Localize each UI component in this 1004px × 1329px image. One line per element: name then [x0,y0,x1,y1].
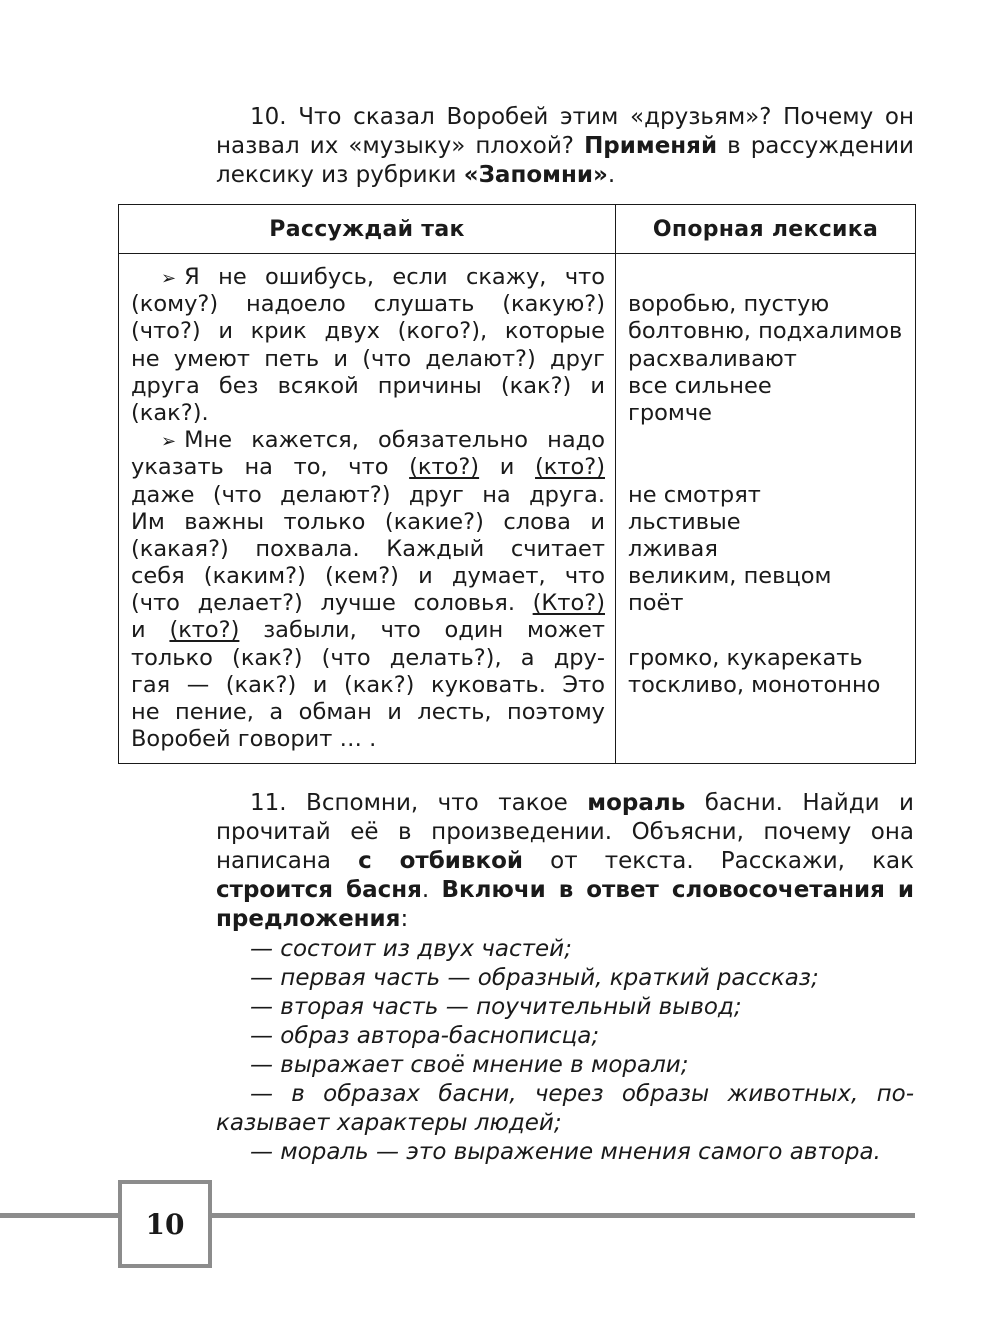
reason-line [131,590,605,617]
underlined-question: (кто?) [169,617,240,644]
task-11-part: : [400,906,409,932]
reason-line: (что?) и крик двух (кого?), которые [131,318,605,345]
lexicon-line: громко, кукарекать [628,644,863,671]
task-11-part: . [421,877,442,903]
lexicon-line: болтовню, подхалимов [628,318,903,345]
reason-line: Им важны только (какие?) слова и [131,508,605,535]
task-11-part: басни. Найди и прочитай её в произведении. Объясни, почему она написана [216,790,915,874]
table-header-lexicon: Опорная лексика [616,205,916,254]
lexicon-line [628,454,909,481]
lexicon-line: громче [628,399,712,426]
task-11-part: 11. Вспомни, что такое [250,790,588,816]
lexicon-line [628,427,909,454]
reason-line: Воробей говорит … . [131,726,377,753]
reason-line: не пение, а обман и лесть, поэтому [131,699,605,725]
lexicon-line: расхваливают [628,345,797,372]
reason-line: только (как?) (что делать?), а дру- [131,644,605,671]
lexicon-line: лживая [628,535,718,562]
lexicon-line [628,617,909,644]
list-item: — мораль — это выражение мнения самого автора. [250,1139,881,1165]
reason-text: Мне кажется, обязательно надо [184,427,605,454]
phrases-list [216,935,914,1167]
reason-line [131,454,605,481]
underlined-question: (Кто?) [532,590,605,617]
reason-text: Я не ошибусь, если скажу, что [184,264,605,290]
list-item: — состоит из двух частей; [250,936,572,962]
lexicon-line: не смотрят [628,481,761,508]
task-11-text [216,789,914,934]
arrow-bullet-icon: ➢ [161,268,177,289]
task-10-part: . [607,162,616,188]
lexicon-line: воробью, пустую [628,291,830,318]
reason-line [131,617,605,644]
list-item-continuation: казывает характеры людей; [216,1110,562,1136]
task-11-indent [216,790,250,816]
task-10-bold: «Запомни» [463,162,608,188]
lexicon-cell [616,254,916,764]
reason-text: и [499,454,515,481]
underlined-question: (кто?) [535,454,605,481]
task-11-bold: мораль [587,790,686,816]
task-11-bold: Включи в ответ словосочетания и предложения [216,877,915,932]
reason-line: (кому?) надоело слушать (какую?) [131,291,605,318]
underlined-question: (кто?) [409,454,480,481]
list-item: — в образах басни, через образы животных, по- [250,1081,914,1107]
list-item: — вторая часть — поучительный вывод; [250,994,742,1020]
task-11-part: от текста. Расскажи, как [523,848,915,874]
reason-text: (что делает?) лучше соловья. [131,590,515,617]
page-number: 10 [118,1180,212,1268]
task-10-bold: Применяй [584,133,718,159]
list-item: — первая часть — образный, краткий рассказ; [250,965,819,991]
reason-text: и [131,617,146,644]
task-10-part: 10. Что сказал Воробей этим «друзьям»? Почему он назвал их «музыку» плохой? [216,104,914,159]
lexicon-line: поёт [628,590,684,617]
reason-text: указать на то, что [131,454,389,481]
reason-line: не умеют петь и (что делают?) друг [131,345,605,372]
task-10-text [216,103,914,190]
list-item: — образ автора-баснописца; [250,1023,600,1049]
task-10-indent [216,104,250,130]
lexicon-line: тоскливо, монотонно [628,671,881,698]
reason-line: даже (что делают?) друг на друга. [131,481,605,508]
reasoning-table [118,204,916,764]
reason-text: забыли, что один может [263,617,605,644]
reason-line: (какая?) похвала. Каждый считает [131,535,605,562]
reason-line [131,264,605,291]
task-11-bold: с отбивкой [358,848,523,874]
arrow-bullet-icon: ➢ [161,431,177,453]
list-item: — выражает своё мнение в морали; [250,1052,689,1078]
reasoning-cell [119,254,616,764]
reason-line: (как?). [131,399,209,426]
reason-line: себя (каким?) (кем?) и думает, что [131,563,605,590]
reason-line: гая — (как?) и (как?) куковать. Это [131,671,605,698]
task-10-part: в рассуждении лексику из рубрики [216,133,915,188]
lexicon-line: льстивые [628,508,741,535]
lexicon-line: все сильнее [628,372,772,399]
reason-line: друга без всякой причины (как?) и [131,372,605,399]
lexicon-line: великим, певцом [628,563,832,590]
lexicon-line [628,264,909,291]
table-header-reason: Рассуждай так [119,205,616,254]
task-11-bold: строится басня [216,877,422,903]
reason-line [131,427,605,454]
